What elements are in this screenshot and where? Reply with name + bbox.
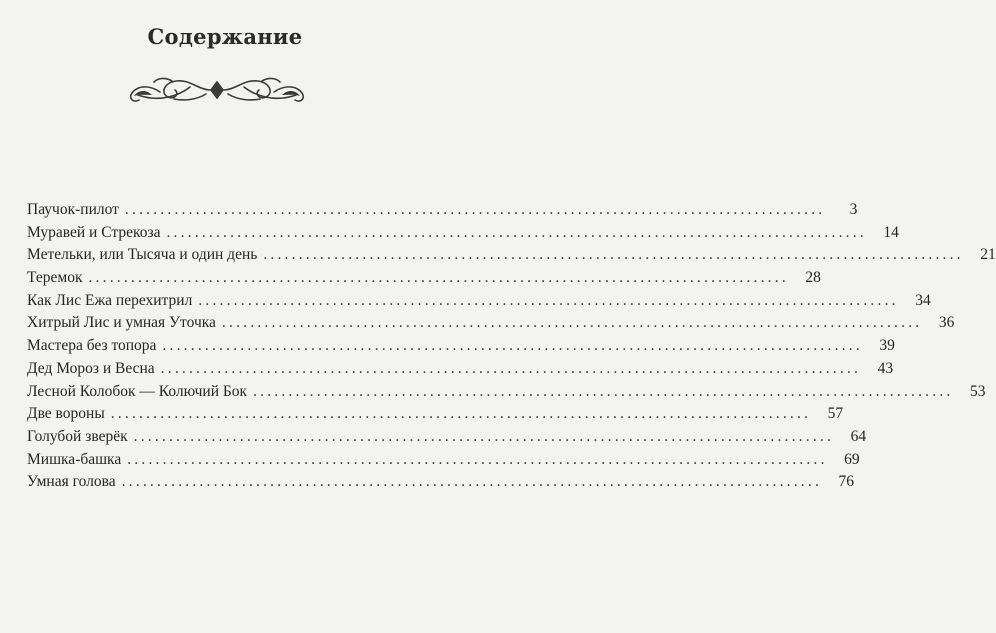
toc-dot-leader: ...................................................................................................	[124, 201, 826, 218]
toc-entry-title: Дед Мороз и Весна	[27, 359, 155, 377]
toc-dot-leader: ...................................................................................................	[162, 337, 863, 355]
toc-entry-title: Как Лис Ежа перехитрил	[27, 291, 193, 309]
toc-dot-leader: ...................................................................................................	[166, 223, 867, 241]
toc-dot-leader: ...................................................................................................	[121, 473, 823, 491]
toc-entry	[27, 337, 895, 360]
toc-entry-title: Лесной Колобок — Колючий Бок	[27, 382, 248, 400]
toc-entry-page-number: 64	[850, 427, 867, 445]
toc-entry-page-number: 53	[970, 382, 986, 400]
toc-entry-page-number: 34	[915, 291, 931, 309]
toc-dot-leader: ...................................................................................................	[198, 291, 899, 309]
toc-entry	[27, 359, 894, 383]
toc-entry-page-number: 57	[827, 405, 844, 423]
toc-entry	[27, 473, 855, 496]
toc-entry-title: Теремок	[27, 269, 83, 287]
toc-dot-leader: ...................................................................................................	[88, 269, 789, 287]
decorative-flourish-icon	[124, 73, 310, 109]
toc-entry-page-number: 21	[980, 246, 996, 264]
toc-entry-page-number: 39	[879, 337, 895, 355]
toc-entry-title: Мастера без топора	[27, 337, 157, 355]
toc-dot-leader: ...................................................................................................	[160, 359, 862, 377]
toc-entry	[27, 269, 821, 292]
toc-entry-title: Две вороны	[27, 405, 105, 423]
toc-entry-page-number: 14	[883, 223, 899, 241]
toc-entry	[27, 223, 899, 247]
toc-dot-leader: ...................................................................................................	[127, 450, 828, 468]
toc-entry-title: Голубой зверёк	[27, 427, 128, 445]
toc-entry-page-number: 76	[838, 473, 855, 491]
toc-dot-leader: ...................................................................................................	[253, 382, 954, 400]
toc-entry-title: Мишка-башка	[27, 450, 122, 468]
toc-entry-page-number: 69	[844, 450, 860, 468]
toc-entry	[27, 450, 860, 474]
toc-entry-title: Муравей и Стрекоза	[27, 223, 161, 241]
contents-heading: Содержание	[147, 24, 303, 49]
toc-entry	[27, 201, 858, 224]
toc-entry-page-number: 28	[805, 269, 821, 287]
toc-entry-page-number: 3	[849, 201, 858, 218]
toc-entry-title: Метельки, или Тысяча и один день	[27, 246, 258, 264]
toc-dot-leader: ...................................................................................................	[133, 427, 835, 445]
toc-dot-leader: ...................................................................................................	[221, 314, 923, 332]
toc-entry	[27, 291, 931, 315]
toc-dot-leader: ...................................................................................................	[263, 246, 964, 264]
table-of-contents	[27, 201, 996, 496]
toc-entry-page-number: 43	[877, 359, 894, 377]
toc-entry-title: Умная голова	[27, 473, 116, 491]
toc-entry	[27, 246, 996, 269]
toc-entry-page-number: 36	[938, 314, 955, 332]
toc-entry	[27, 382, 986, 406]
toc-entry	[27, 405, 844, 428]
toc-entry	[27, 427, 867, 451]
toc-entry-title: Паучок-пилот	[27, 201, 119, 218]
toc-entry	[27, 314, 955, 337]
toc-dot-leader: ...................................................................................................	[110, 405, 812, 423]
toc-entry-title: Хитрый Лис и умная Уточка	[27, 314, 216, 332]
